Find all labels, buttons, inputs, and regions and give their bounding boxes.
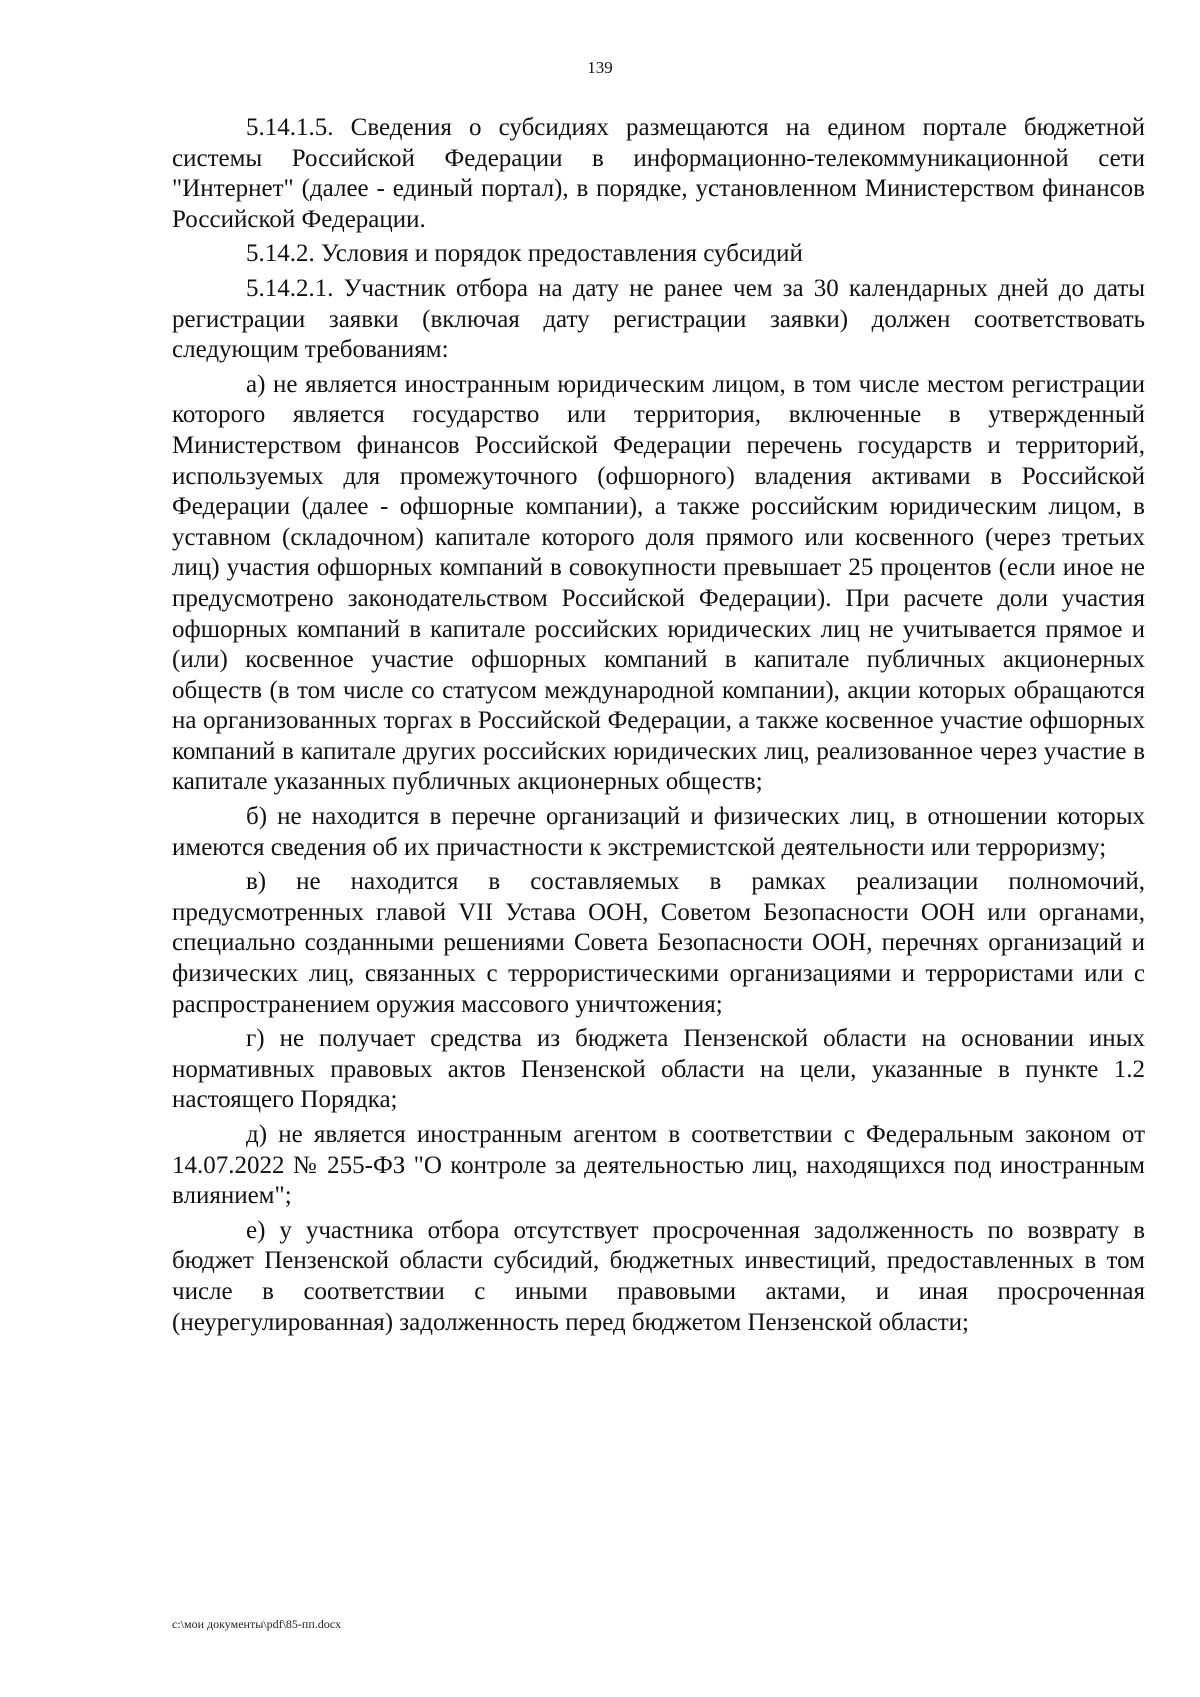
paragraph-item-g: г) не получает средства из бюджета Пензенской области на основании иных нормативных правовых актов Пензенской области на цели, указанные в пункте 1.2 настоящего Порядка;: [172, 1025, 1145, 1114]
paragraph-item-e: е) у участника отбора отсутствует просроченная задолженность по возврату в бюджет Пензенской области субсидий, бюджетных инвестиций, предоставленных в том числе в соответствии с иными правовыми актами, и иная просроченная (неурегулированная) задолженность перед бюджетом Пензенской области;: [172, 1216, 1145, 1336]
paragraph-item-b: б) не находится в перечне организаций и физических лиц, в отношении которых имеются сведения об их причастности к экстремистской деятельности или терроризму;: [172, 803, 1145, 861]
paragraph-5-14-1-5: 5.14.1.5. Сведения о субсидиях размещаются на едином портале бюджетной системы Российской Федерации в информационно-телекоммуникационной сети "Интернет" (далее - единый портал), в порядке, установленном Министерством финансов Российской Федерации.: [172, 114, 1145, 233]
page-number: 139: [587, 58, 613, 77]
paragraph-item-a: а) не является иностранным юридическим лицом, в том числе местом регистрации которого является государство или территория, включенные в утвержденный Министерством финансов Российской Федерации перечень государств и территорий, используемых для промежуточного (офшорного) владения активами в Российской Федерации (далее - офшорные компании), а также российским юридическим лицом, в уставном (складочном) капитале которого доля прямого или косвенного (через третьих лиц) участия офшорных компаний в совокупности превышает 25 процентов (если иное не предусмотрено законодательством Российской Федерации). При расчете доли участия офшорных компаний в капитале российских юридических лиц не учитывается прямое и (или) косвенное участие офшорных компаний в капитале публичных акционерных обществ (в том числе со статусом международной компании), акции которых обращаются на организованных торгах в Российской Федерации, а также косвенное участие офшорных компаний в капитале других российских юридических лиц, реализованное через участие в капитале указанных публичных акционерных обществ;: [172, 370, 1145, 796]
paragraph-item-v: в) не находится в составляемых в рамках реализации полномочий, предусмотренных главой VII Устава ООН, Советом Безопасности ООН или органами, специально созданными решениями Совета Безопасности ООН, перечнях организаций и физических лиц, связанных с террористическими организациями и террористами или с распространением оружия массового уничтожения;: [172, 868, 1145, 1018]
paragraph-5-14-2-heading: 5.14.2. Условия и порядок предоставления субсидий: [246, 240, 803, 268]
document-body: [172, 113, 1145, 1342]
paragraph-5-14-2-1: 5.14.2.1. Участник отбора на дату не ранее чем за 30 календарных дней до даты регистрации заявки (включая дату регистрации заявки) должен соответствовать следующим требованиям:: [172, 274, 1145, 364]
footer-file-path: c:\мои документы\pdf\85-пп.docx: [172, 1617, 342, 1631]
paragraph-item-d: д) не является иностранным агентом в соответствии с Федеральным законом от 14.07.2022 № 255-ФЗ "О контроле за деятельностью лиц, находящихся под иностранным влиянием";: [172, 1121, 1145, 1210]
